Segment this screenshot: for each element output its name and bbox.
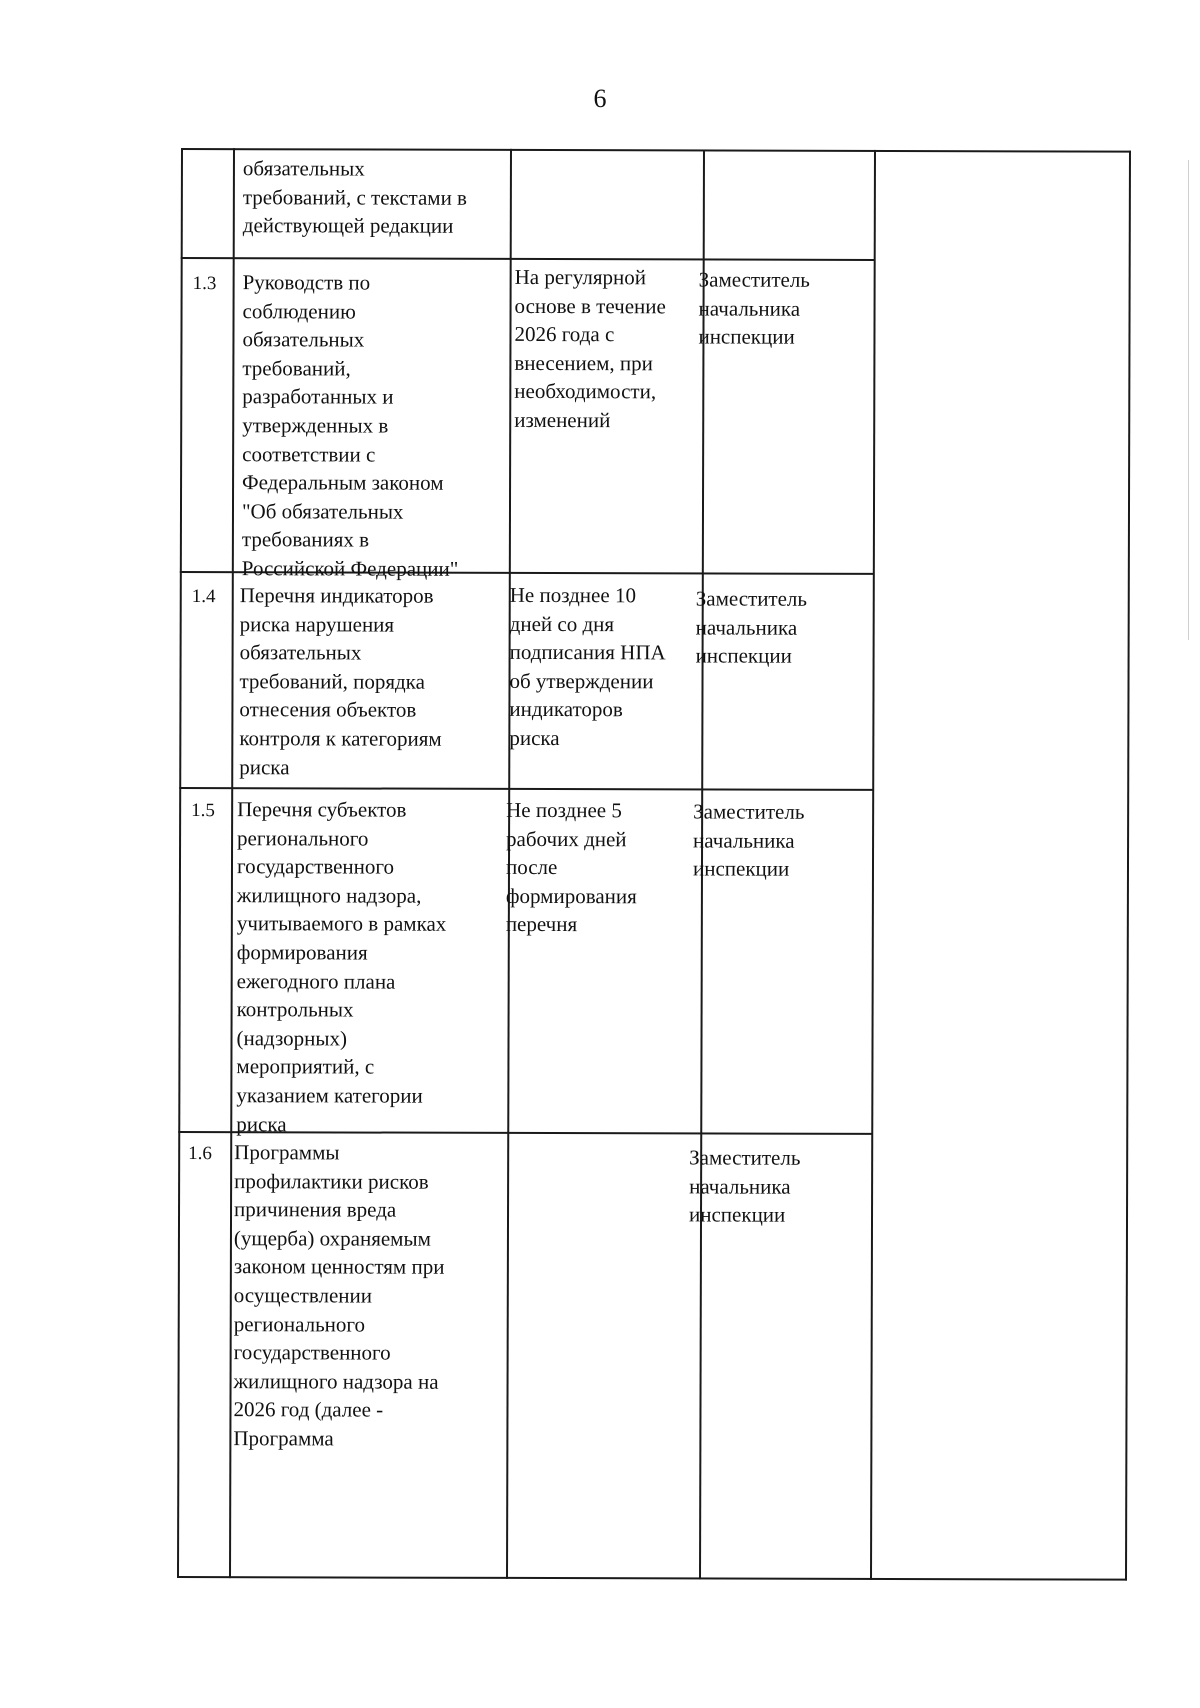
table-row-1-6-number: 1.6 [188, 1143, 212, 1165]
table-border-right [1125, 151, 1131, 1581]
table-row-1-5-term: Не позднее 5 рабочих дней после формирования перечня [505, 797, 637, 937]
page-number: 6 [593, 84, 607, 113]
table-border-left [177, 148, 183, 1578]
table-row-1-4-number: 1.4 [191, 586, 216, 608]
table-row-1-5-number: 1.5 [191, 800, 215, 822]
table-row-1-3-term: На регулярной основе в течение 2026 года с внесением, при необходимости, изменений [514, 264, 666, 433]
table-row-1-6-responsible: Заместитель начальника инспекции [688, 1145, 801, 1227]
scan-artifact-line [1188, 160, 1189, 640]
table-row-1-5-responsible: Заместитель начальника инспекции [692, 799, 805, 881]
table-row-1-4-responsible: Заместитель начальника инспекции [695, 586, 808, 668]
table-row-1-3-number: 1.3 [192, 273, 217, 295]
row-divider-3 [179, 787, 873, 790]
table-row-1-5-name: Перечня субъектов регионального государственного жилищного надзора, учитываемого в рамках формирования ежегодного плана контрольных (надзорных) мероприятий, с указанием категории риска [236, 797, 447, 1136]
table-row-continuation-name: обязательных требований, с текстами в действующей редакции [242, 156, 468, 238]
table-border-top [181, 148, 1131, 153]
table-row-1-6-term [505, 1139, 698, 1140]
table-row-1-3-name: Руководств по соблюдению обязательных требований, разработанных и утвержденных в соответствии с Федеральным законом "Об обязательных требованиях в Российской Федерации" [241, 270, 459, 581]
table-row-1-4-term: Не позднее 10 дней со дня подписания НПА об утверждении индикаторов риска [509, 582, 666, 751]
measures-table [177, 148, 1131, 1581]
table-row-1-4-name: Перечня индикаторов риска нарушения обязательных требований, порядка отнесения объектов контроля к категориям риска [239, 583, 442, 779]
table-border-bottom [177, 1576, 1127, 1581]
column-divider-responsible [870, 150, 875, 1580]
table-row-1-3-responsible: Заместитель начальника инспекции [698, 267, 810, 349]
table-row-1-6-name: Программы профилактики рисков причинения вреда (ущерба) охраняемым законом ценностям при осуществлении регионального государственного жилищного надзора на 2026 год (далее - Программа [233, 1140, 445, 1451]
row-divider-1 [181, 257, 875, 260]
